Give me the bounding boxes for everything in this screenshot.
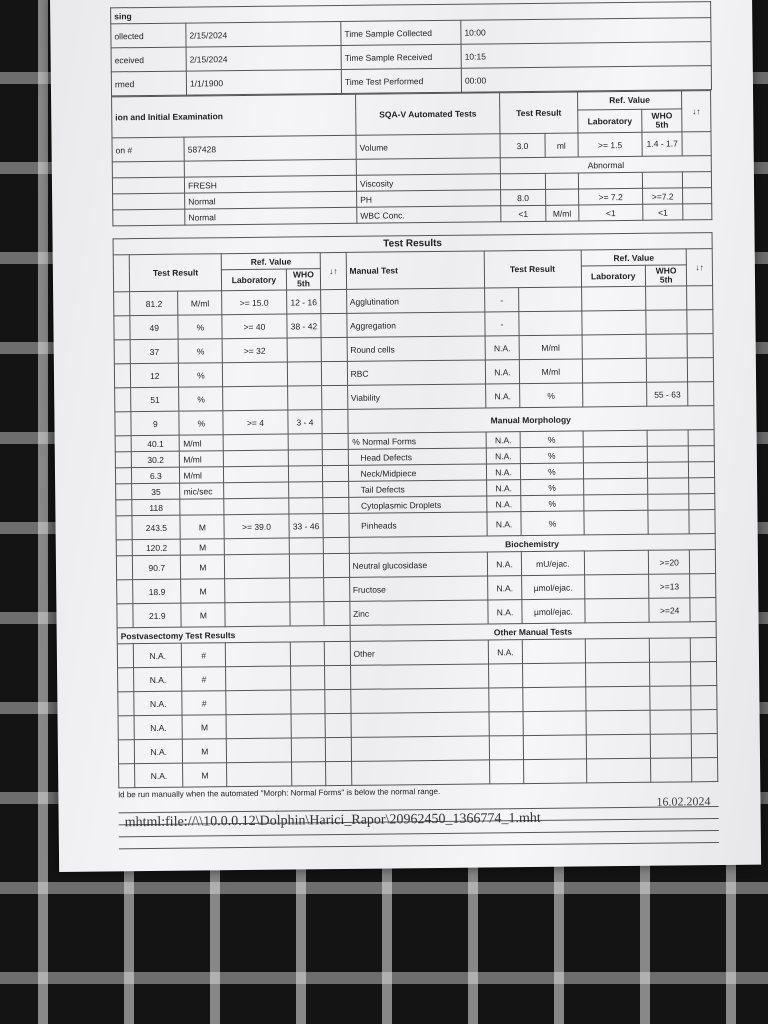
table-cell: mU/ejac.: [522, 551, 584, 576]
table-cell: [287, 362, 322, 386]
label: rmed: [111, 71, 186, 96]
table-cell: 118: [132, 499, 181, 516]
table-cell: [646, 358, 688, 382]
unit: ml: [545, 133, 579, 157]
label: ollected: [111, 23, 186, 48]
label: Time Sample Received: [341, 44, 461, 69]
lab-ref: >= 1.5: [578, 132, 643, 157]
who-header: WHO 5th: [286, 269, 321, 290]
table-cell: M: [183, 763, 227, 787]
table-cell: Round cells: [347, 336, 485, 361]
table-cell: 30.2: [131, 451, 180, 468]
test-name: Viscosity: [356, 174, 500, 192]
lab-ref: <1: [579, 204, 643, 221]
value: 10:15: [461, 42, 711, 69]
test-result-header: Test Result: [500, 92, 578, 134]
table-cell: Zinc: [349, 600, 487, 625]
file-path: mhtml:file://\\10.0.0.12\Dolphin\Harici_Rapor\20962450_1366774_1.mht: [124, 810, 541, 831]
section-header: sing: [111, 2, 711, 24]
value: 587428: [184, 135, 356, 161]
manual-morphology-header: Manual Morphology: [347, 406, 714, 434]
table-cell: M: [181, 555, 225, 579]
table-cell: %: [520, 431, 582, 448]
manual-test-header: Manual Test: [346, 251, 485, 289]
table-cell: >=20: [648, 550, 690, 574]
table-cell: Cytoplasmic Droplets: [348, 496, 486, 513]
table-cell: 3 - 4: [288, 410, 323, 434]
table-cell: M: [183, 739, 227, 763]
table-cell: mic/sec: [180, 483, 224, 499]
table-cell: RBC: [347, 360, 485, 385]
who-ref: 1.4 - 1.7: [642, 132, 682, 156]
table-cell: %: [520, 383, 582, 408]
table-cell: %: [179, 387, 223, 411]
label: Time Sample Collected: [341, 20, 461, 45]
table-cell: µmol/ejac.: [522, 599, 584, 624]
table-cell: N.A.: [487, 512, 522, 536]
table-cell: [519, 287, 581, 312]
table-cell: M: [181, 579, 225, 603]
table-cell: 51: [131, 387, 180, 412]
table-cell: N.A.: [485, 336, 520, 360]
ref-value-header: Ref. Value: [581, 249, 687, 266]
table-cell: N.A.: [486, 464, 521, 480]
test-result-header: Test Result: [484, 250, 581, 288]
print-date: 16.02.2024: [656, 794, 711, 809]
table-cell: Tail Defects: [348, 480, 486, 497]
test-name: Volume: [356, 134, 500, 160]
table-cell: M: [181, 539, 225, 555]
table-cell: M: [183, 715, 227, 739]
table-cell: M/ml: [178, 291, 222, 315]
value: FRESH: [184, 175, 356, 193]
table-cell: >= 39.0: [224, 514, 289, 539]
ref-value-header: Ref. Value: [577, 91, 681, 110]
sort-icon[interactable]: ↓↑: [687, 249, 713, 286]
table-cell: 18.9: [133, 579, 182, 604]
table-cell: >=24: [649, 598, 691, 622]
table-cell: 35: [132, 483, 181, 500]
table-cell: 6.3: [132, 467, 181, 484]
table-row: [119, 758, 718, 788]
lab-ref: >= 7.2: [578, 188, 642, 205]
table-cell: N.A.: [486, 448, 521, 464]
table-cell: 40.1: [131, 435, 180, 452]
value: 00:00: [461, 66, 711, 93]
other-manual-header: Other Manual Tests: [350, 622, 717, 642]
report-sheet: [110, 0, 719, 849]
table-cell: 12: [130, 363, 179, 388]
table-cell: 55 - 63: [647, 382, 689, 406]
report-paper: [50, 0, 761, 872]
test-value: 3.0: [500, 133, 545, 157]
table-cell: Neck/Midpiece: [348, 464, 486, 481]
who-ref: >=7.2: [643, 188, 683, 204]
who-ref: <1: [643, 204, 683, 220]
sort-icon[interactable]: ↓↑: [682, 91, 711, 132]
test-name: WBC Conc.: [357, 206, 501, 224]
table-cell: 49: [130, 315, 179, 340]
table-cell: 33 - 46: [289, 514, 324, 538]
table-cell: 21.9: [133, 603, 182, 628]
sample-info-table: [110, 1, 712, 96]
table-cell: 120.2: [132, 539, 181, 556]
ref-value-header: Ref. Value: [221, 253, 320, 270]
abnormal-label: Abnormal: [500, 156, 711, 174]
postvasectomy-header: Postvasectomy Test Results: [117, 625, 350, 643]
table-cell: 38 - 42: [287, 314, 322, 338]
value: 2/15/2024: [186, 21, 341, 47]
table-cell: Agglutination: [346, 288, 484, 313]
test-name: PH: [357, 190, 501, 208]
sqa-header: SQA-V Automated Tests: [356, 93, 501, 136]
table-cell: M/ml: [180, 467, 224, 483]
table-cell: N.A.: [485, 384, 520, 408]
table-cell: M: [181, 603, 225, 627]
table-cell: M/ml: [519, 335, 581, 360]
table-cell: N.A.: [134, 667, 183, 692]
table-cell: [519, 311, 581, 336]
table-cell: % Normal Forms: [348, 432, 486, 449]
table-cell: %: [521, 463, 583, 480]
table-cell: N.A.: [487, 576, 522, 600]
table-cell: [646, 334, 688, 358]
table-cell: N.A.: [134, 715, 183, 740]
table-cell: [223, 386, 288, 411]
table-cell: #: [182, 643, 226, 667]
table-cell: %: [179, 363, 223, 387]
table-cell: >=13: [649, 574, 691, 598]
table-cell: M/ml: [180, 451, 224, 467]
laboratory-header: Laboratory: [578, 109, 643, 133]
table-cell: Fructose: [349, 576, 487, 601]
table-cell: Aggregation: [346, 312, 484, 337]
table-cell: N.A.: [133, 643, 182, 668]
table-cell: N.A.: [487, 496, 522, 512]
table-cell: µmol/ejac.: [522, 575, 584, 600]
table-cell: Other: [350, 640, 488, 665]
table-cell: M/ml: [520, 359, 582, 384]
table-cell: %: [521, 511, 583, 536]
table-cell: Viability: [347, 384, 485, 409]
value: Normal: [185, 191, 357, 209]
table-cell: N.A.: [134, 739, 183, 764]
who-header: WHO 5th: [645, 265, 687, 286]
table-cell: -: [484, 288, 519, 312]
report-note: ld be run manually when the automated "Morph: Normal Forms" is below the normal range.: [118, 786, 441, 800]
sqa-table: [111, 90, 712, 226]
table-cell: %: [521, 495, 583, 512]
table-cell: >= 4: [223, 410, 288, 435]
table-cell: [287, 338, 322, 362]
table-cell: %: [178, 315, 222, 339]
table-cell: 37: [130, 339, 179, 364]
table-cell: >= 32: [222, 338, 287, 363]
table-cell: Pinheads: [349, 512, 487, 537]
table-cell: %: [521, 447, 583, 464]
label: on #: [112, 137, 184, 162]
table-cell: N.A.: [488, 600, 523, 624]
table-cell: N.A.: [134, 691, 183, 716]
sort-icon[interactable]: ↓↑: [320, 252, 346, 289]
biochemistry-header: Biochemistry: [349, 534, 716, 554]
table-cell: 9: [131, 411, 180, 436]
laboratory-header: Laboratory: [222, 269, 287, 291]
value: 2/15/2024: [186, 45, 341, 71]
value: Normal: [185, 207, 357, 225]
table-cell: 81.2: [130, 291, 179, 316]
table-cell: #: [182, 667, 226, 691]
test-results-title: Test Results: [113, 233, 712, 255]
value: 10:00: [461, 18, 711, 45]
table-cell: %: [179, 411, 223, 435]
table-cell: 12 - 16: [286, 290, 321, 314]
table-cell: Head Defects: [348, 448, 486, 465]
label: eceived: [111, 47, 186, 72]
who-header: WHO 5th: [642, 109, 682, 133]
table-cell: N.A.: [486, 480, 521, 496]
table-cell: [646, 286, 688, 310]
table-cell: [180, 499, 224, 515]
label: Time Test Performed: [341, 68, 461, 93]
unit: M/ml: [545, 205, 578, 221]
table-cell: M/ml: [180, 435, 224, 451]
value: 1/1/1900: [186, 69, 341, 95]
table-cell: %: [179, 339, 223, 363]
table-cell: >= 40: [222, 314, 287, 339]
table-cell: %: [521, 479, 583, 496]
table-cell: -: [485, 312, 520, 336]
table-cell: N.A.: [135, 763, 184, 788]
table-cell: Neutral glucosidase: [349, 552, 487, 577]
table-cell: 243.5: [132, 515, 181, 540]
table-cell: [287, 386, 322, 410]
test-value: 8.0: [501, 189, 546, 205]
table-cell: N.A.: [488, 640, 523, 664]
table-cell: #: [182, 691, 226, 715]
table-cell: M: [180, 515, 224, 539]
table-cell: [646, 310, 688, 334]
test-value: <1: [501, 205, 546, 221]
table-cell: N.A.: [486, 432, 521, 448]
test-results-table: [113, 232, 719, 788]
table-cell: N.A.: [485, 360, 520, 384]
table-cell: >= 15.0: [222, 290, 287, 315]
laboratory-header: Laboratory: [581, 265, 646, 287]
test-result-header: Test Result: [129, 254, 221, 292]
table-cell: 90.7: [132, 555, 181, 580]
initial-exam-header: ion and Initial Examination: [112, 94, 356, 138]
table-cell: [223, 362, 288, 387]
table-cell: N.A.: [487, 552, 522, 576]
